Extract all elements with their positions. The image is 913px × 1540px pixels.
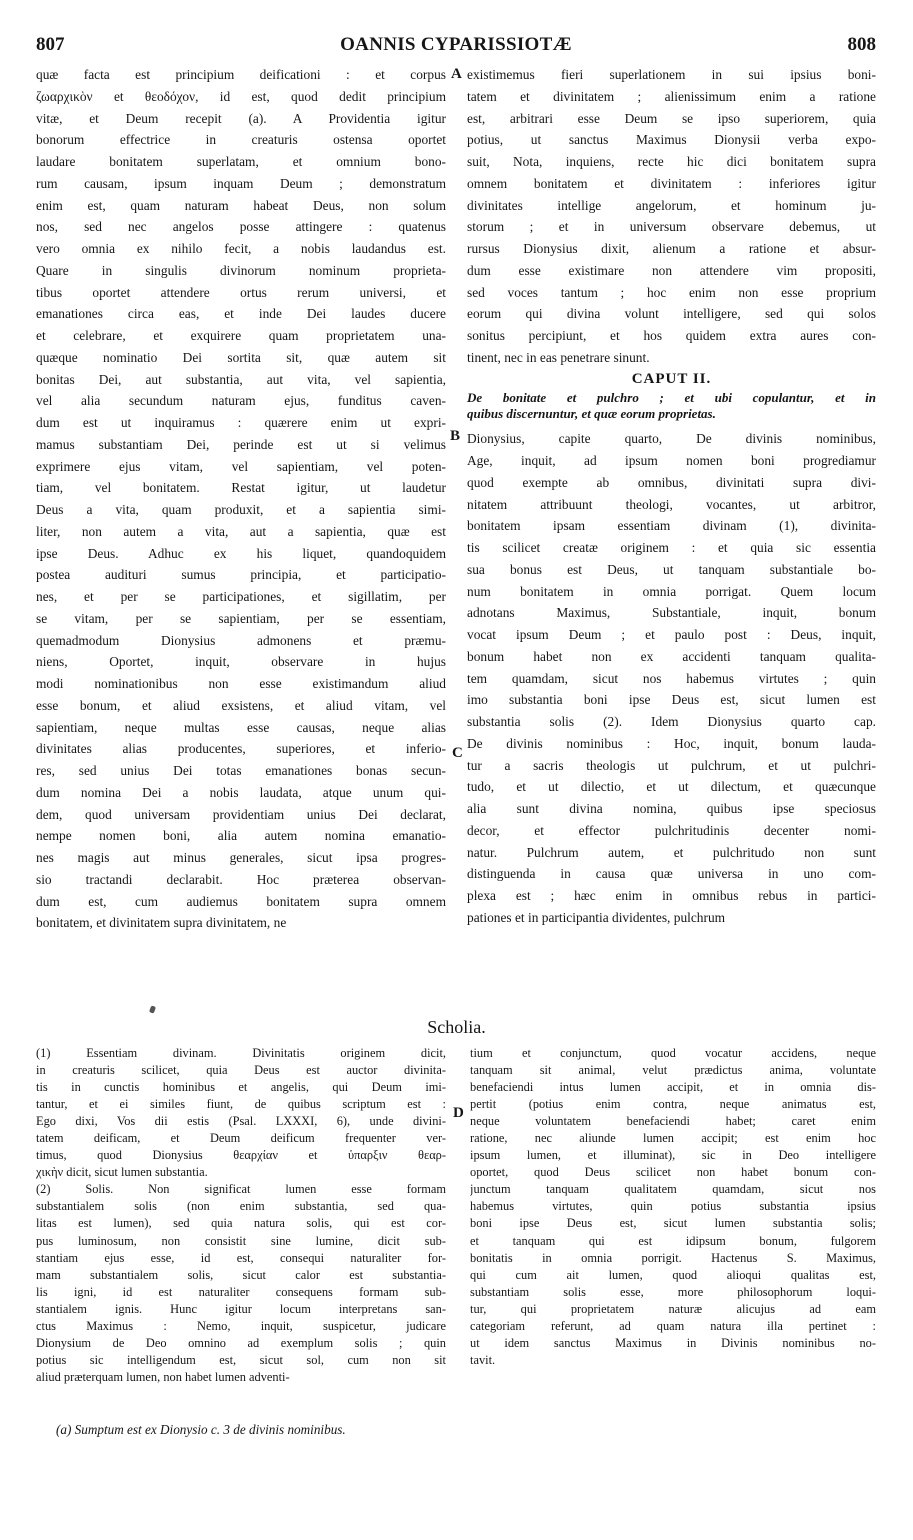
text-line: dum est, cum audiemus bonitatem supra omnem bbox=[36, 893, 446, 909]
scholia-line: (1) Essentiam divinam. Divinitatis originem dicit, bbox=[36, 1046, 446, 1060]
text-line: rursus Dionysius dixit, alienum a ratione et absur- bbox=[467, 241, 876, 256]
text-line: rum causam, ipsum inquam Deum ; demonstratum bbox=[36, 175, 446, 191]
scholia-line: ut idem sanctus Maximus in Divinis nominibus no- bbox=[470, 1335, 876, 1350]
scholia-line: χικὴν dicit, sicut lumen substantia. bbox=[36, 1165, 208, 1180]
text-line: adnotans Maximus, Substantiale, inquit, bonum bbox=[467, 605, 876, 621]
text-line: De divinis nominibus : Hoc, inquit, bonum lauda- bbox=[467, 735, 876, 751]
text-line: dem, quod universam providentiam unius Dei declarat, bbox=[36, 806, 446, 822]
text-line: tur a sacris theologis ut pulchrum, et ut pulchri- bbox=[467, 757, 876, 773]
subtitle-line: quibus discernuntur, et quæ eorum proprietas. bbox=[467, 406, 716, 422]
text-line: dum esse existimare non attendere vim propositi, bbox=[467, 262, 876, 278]
scholia-line: stantiam ejus esse, id est, consequi naturaliter for- bbox=[36, 1250, 446, 1265]
text-line: mamus substantiam Dei, perinde est ut si velimus bbox=[36, 436, 446, 452]
margin-marker-d: D bbox=[453, 1105, 464, 1121]
text-line: bonorum effectrice in creaturis ostensa oportet bbox=[36, 132, 446, 148]
scholia-line: tanquam sit animal, velut prædictus anima, voluntate bbox=[470, 1063, 876, 1078]
scholia-line: ratione, nec aliunde lumen accipit; est enim hoc bbox=[470, 1131, 876, 1146]
scholia-line: mam substantialem solis, sicut calor est substantia- bbox=[36, 1267, 446, 1282]
text-line: bonum habet non ex accidenti tanquam qualita- bbox=[467, 648, 876, 664]
scholia-line: ipsum lumen, et illuminat), sic in Deo intelligere bbox=[470, 1148, 876, 1163]
text-line: alia sunt divina nomina, quibus ipse speciosus bbox=[467, 801, 876, 816]
subtitle-line: De bonitate et pulchro ; et ubi copulantur, et in bbox=[467, 390, 876, 406]
text-line: plexa est ; hæc enim in omnibus rebus in partici- bbox=[467, 888, 876, 903]
text-line: quæ facta est principium deificationi : et corpus bbox=[36, 67, 446, 82]
text-line: esse bonum, et aliud exsistens, et aliud vitam, vel bbox=[36, 697, 446, 713]
scholia-line: aliud præterquam lumen, non habet lumen adventi- bbox=[36, 1369, 290, 1384]
text-line: pationes et in participantia dividentes, pulchrum bbox=[467, 909, 726, 925]
chapter-heading: CAPUT II. bbox=[631, 370, 712, 387]
scholia-line: pertit (potius enim contra, neque animatus est, bbox=[470, 1097, 876, 1112]
right-column-body bbox=[467, 428, 876, 928]
text-line: quemadmodum Dionysius admonens et præmu- bbox=[36, 632, 446, 648]
scholia-line: et tanquam qui est idipsum bonum, fulgorem bbox=[470, 1233, 876, 1248]
scholia-title: Scholia. bbox=[427, 1017, 486, 1037]
text-line: se vitam, per se sapientiam, per se essentiam, bbox=[36, 610, 446, 626]
page-header bbox=[36, 34, 876, 58]
text-line: Age, inquit, ad ipsum nomen boni progrediamur bbox=[467, 453, 876, 468]
text-line: decor, et effector pulchritudinis decenter nomi- bbox=[467, 822, 876, 838]
scholia-line: stantialem ignis. Hunc igitur locum interpretans san- bbox=[36, 1301, 446, 1316]
text-line: dum est ut inquiramus : quærere enim ut expri- bbox=[36, 415, 446, 430]
text-line: potius, ut sanctus Maximus Dionysii verba expo- bbox=[467, 132, 876, 148]
text-line: sonitus percipiunt, et hos quidem extra aures con- bbox=[467, 328, 876, 343]
scholia-line: Dionysium de Deo omnino ad exemplum solis ; quin bbox=[36, 1335, 446, 1350]
text-line: ipse Deus. Adhuc ex his liquet, quandoquidem bbox=[36, 545, 446, 561]
scholia-line: tur, qui proprietatem naturæ alicujus ad eam bbox=[470, 1301, 876, 1316]
text-line: est, arbitrari esse Deum se ipso superiorem, quia bbox=[467, 110, 876, 126]
scholia-right-column bbox=[470, 1045, 876, 1369]
scholia-line: tavit. bbox=[470, 1352, 496, 1367]
text-line: substantia solis (2). Idem Dionysius quarto cap. bbox=[467, 714, 876, 729]
text-line: sapientiam, neque multas esse causas, neque alias bbox=[36, 719, 446, 735]
text-line: vitæ, et Deum recepit (a). A Providentia igitur bbox=[36, 110, 446, 126]
margin-marker-c: C bbox=[452, 745, 463, 761]
text-line: liter, non autem a vita, aut a sapientia, quæ est bbox=[36, 523, 446, 539]
text-line: num bonitatem in omnia porrigat. Quem locum bbox=[467, 583, 876, 599]
text-line: nempe nomen boni, alia autem nomina emanatio- bbox=[36, 828, 446, 844]
scholia-line: in creaturis scilicet, quia Deus est auctor divinita- bbox=[36, 1063, 446, 1078]
ink-speck bbox=[149, 1005, 156, 1013]
text-line: eorum qui divina volunt intelligere, sed qui solos bbox=[467, 306, 876, 322]
right-column-top bbox=[467, 64, 876, 369]
text-line: bonitatem ipsam essentiam divinam (1), divinita- bbox=[467, 518, 876, 534]
text-line: sed voces tantum ; hoc enim non esse proprium bbox=[467, 284, 876, 300]
page-number-right: 808 bbox=[847, 34, 876, 55]
text-line: Quare in singulis divinorum nominum proprieta- bbox=[36, 262, 446, 278]
text-line: tis scilicet creatæ originem : et quia sic essentia bbox=[467, 540, 876, 555]
text-line: nos, sed nec angelos posse attingere : quatenus bbox=[36, 219, 446, 235]
scholia-line: bonitatis in omnia porrigit. Hactenus S. Maximus, bbox=[470, 1250, 876, 1265]
text-line: vocat ipsum Deum ; et paulo post : Deus, inquit, bbox=[467, 627, 876, 642]
scholia-line: benefaciendi intus lumen accipit, et in omnia dis- bbox=[470, 1080, 876, 1095]
scholia-line: boni ipse Deus est, sicut lumen substantia solis; bbox=[470, 1216, 876, 1231]
scholia-line: substantiam solis esse, more philosophorum loqui- bbox=[470, 1284, 876, 1299]
text-line: tinent, nec in eas penetrare sinunt. bbox=[467, 349, 650, 365]
scholia-line: lis igni, id est naturaliter consequens formam sub- bbox=[36, 1284, 446, 1299]
text-line: natur. Pulchrum autem, et pulchritudo non sunt bbox=[467, 844, 876, 860]
scholia-left-column bbox=[36, 1045, 446, 1386]
text-line: vel alia secundum naturam ejus, funditus caven- bbox=[36, 393, 446, 409]
text-line: tiam, vel bonitatem. Restat igitur, ut laudetur bbox=[36, 480, 446, 496]
margin-marker-b: B bbox=[450, 428, 461, 444]
scholia-line: qui cum ait lumen, quod alioqui qualitas est, bbox=[470, 1267, 876, 1282]
text-line: Dionysius, capite quarto, De divinis nominibus, bbox=[467, 431, 876, 447]
text-line: quod exempte ab omnibus, divinitati supra divi- bbox=[467, 474, 876, 490]
text-line: ζωαρχικὸν et θεοδόχον, id est, quod dedit principium bbox=[36, 88, 446, 104]
scholia-line: litas est lumen), sed quia natura solis, qui est cor- bbox=[36, 1216, 446, 1231]
scholia-line: tium et conjunctum, quod vocatur accidens, neque bbox=[470, 1046, 876, 1060]
text-line: enim est, quam naturam habeat Deus, non solum bbox=[36, 197, 446, 213]
text-line: res, sed unius Dei totas emanationes bonas secun- bbox=[36, 763, 446, 778]
text-line: existimemus fieri superlationem in sui ipsius boni- bbox=[467, 67, 876, 82]
scholia-line: habemus virtutes, quin potius substantia ipsius bbox=[470, 1199, 876, 1214]
text-line: et celebrare, et exquirere quam proprietatem una- bbox=[36, 328, 446, 343]
scholia-line: oportet, quod Deus scilicet non habet bonum con- bbox=[470, 1165, 876, 1180]
scholia-line: pus luminosum, non consistit sine lumine, dicit sub- bbox=[36, 1233, 446, 1248]
footnote: (a) Sumptum est ex Dionysio c. 3 de divinis nominibus. bbox=[56, 1422, 346, 1437]
text-line: divinitates alias producentes, superiores, et inferio- bbox=[36, 741, 446, 757]
text-line: storum ; et in universum observare debemus, ut bbox=[467, 219, 876, 235]
scholia-line: ctus Maximus : Nemo, inquit, suspicetur, judicare bbox=[36, 1318, 446, 1333]
scholia-line: junctum tanquam qualitatem quamdam, sicut nos bbox=[470, 1182, 876, 1197]
text-line: emanationes circa eas, et inde Dei laudes ducere bbox=[36, 306, 446, 322]
text-line: tem quamdam, sicut nos habemus virtutes ; quin bbox=[467, 670, 876, 686]
text-line: nes magis aut minus generales, sicut ipsa progres- bbox=[36, 850, 446, 865]
page-number-left: 807 bbox=[36, 34, 65, 55]
text-line: nes, et per se participationes, et sigillatim, per bbox=[36, 589, 446, 604]
text-line: tibus oportet attendere ortus rerum universi, et bbox=[36, 284, 446, 300]
text-line: exprimere ejus vitam, vel sapientiam, vel poten- bbox=[36, 458, 446, 474]
text-line: divinitates intellige angelorum, et hominum ju- bbox=[467, 197, 876, 213]
text-line: imo substantia boni ipse Deus est, sicut lumen est bbox=[467, 692, 876, 708]
text-line: quæque nominatio Dei sortita sit, quæ autem sit bbox=[36, 349, 446, 365]
text-line: bonitas Dei, aut substantia, aut vita, vel sapientia, bbox=[36, 371, 446, 387]
scholia-line: tis in cunctis hominibus et angelis, qui Deum imi- bbox=[36, 1080, 446, 1095]
text-line: sua bonus est Deus, ut tanquam substantiale bo- bbox=[467, 561, 876, 577]
text-line: vero omnia ex nihilo fecit, a nobis laudandus est. bbox=[36, 241, 446, 256]
text-line: Deus a vita, quam produxit, et a sapientia simi- bbox=[36, 502, 446, 517]
right-column bbox=[467, 64, 876, 929]
text-line: laudare bonitatem superlatam, et omnium bono- bbox=[36, 154, 446, 169]
text-line: omnem bonitatem et divinitatem : inferiores igitur bbox=[467, 175, 876, 191]
scholia-line: tantur, et ei similes fiunt, de quibus scriptum est : bbox=[36, 1097, 446, 1112]
left-column bbox=[36, 64, 446, 934]
text-line: nitatem attribuunt theologi, vocantes, ut arbitror, bbox=[467, 496, 876, 512]
text-line: tatem et divinitatem ; alienissimum enim a ratione bbox=[467, 88, 876, 104]
text-line: sio tractandi declarabit. Hoc præterea observan- bbox=[36, 871, 446, 887]
scholia-line: tatem deificam, et Deum deificum frequenter ver- bbox=[36, 1131, 446, 1146]
margin-marker-a: A bbox=[451, 66, 462, 82]
text-line: bonitatem, et divinitatem supra divinitatem, ne bbox=[36, 915, 287, 931]
text-line: suit, Nota, inquiens, recte hic dici bonitatem supra bbox=[467, 154, 876, 169]
scholia-line: neque voluntatem benefaciendi habet; caret enim bbox=[470, 1114, 876, 1129]
text-line: tudo, et ut dilectio, et ut dilectum, et quæcunque bbox=[467, 779, 876, 795]
scholia-line: timus, quod Dionysius θεαρχίαν et ὑπαρξιν θεαρ- bbox=[36, 1148, 446, 1163]
text-line: modi nominationibus non esse existimandum aliud bbox=[36, 676, 446, 691]
running-title: OANNIS CYPARISSIOTÆ bbox=[340, 34, 572, 55]
scholia-line: (2) Solis. Non significat lumen esse formam bbox=[36, 1182, 446, 1197]
text-line: niens, Oportet, inquit, observare in hujus bbox=[36, 654, 446, 670]
chapter-subtitle bbox=[467, 390, 876, 428]
scholia-line: categoriam referunt, ad quam natura illa pertinet : bbox=[470, 1318, 876, 1333]
scholia-line: Ego dixi, Vos dii estis (Psal. LXXXI, 6), unde divini- bbox=[36, 1114, 446, 1129]
scholia-line: potius sic intelligendum est, sicut sol, cum non sit bbox=[36, 1352, 446, 1367]
text-line: postea audituri sumus principia, et participatio- bbox=[36, 567, 446, 583]
scholia-line: substantialem solis (non enim substantia, sed qua- bbox=[36, 1199, 446, 1214]
text-line: dum nomina Dei a nobis laudata, atque unum qui- bbox=[36, 784, 446, 800]
text-line: distinguenda in causa quæ universa in uno com- bbox=[467, 866, 876, 882]
